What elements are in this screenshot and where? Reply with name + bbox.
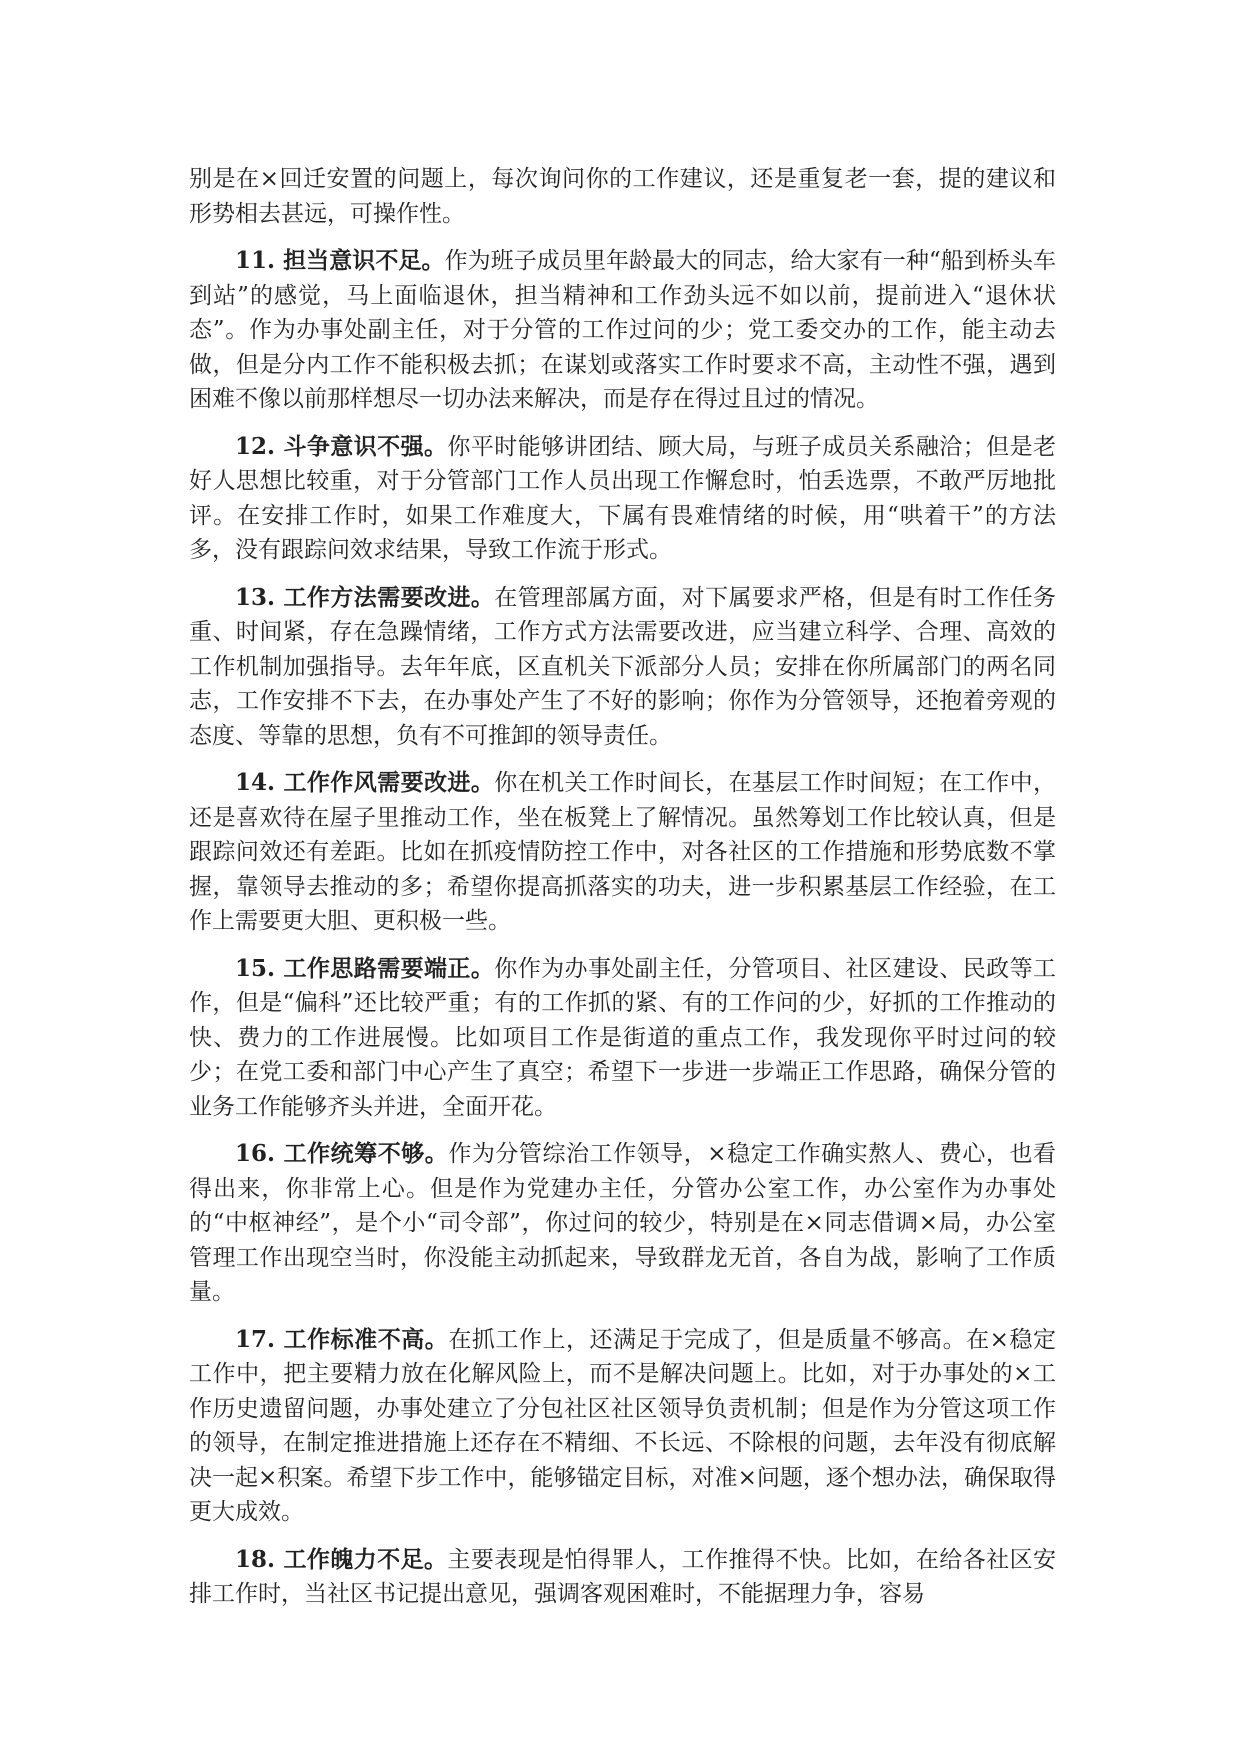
item-number: 15.	[235, 954, 284, 982]
paragraph-body: 你在机关工作时间长，在基层工作时间短；在工作中，还是喜欢待在屋子里推动工作，坐在板凳上了解情况。虽然筹划工作比较认真，但是跟踪问效还有差距。比如在抓疫情防控工作中，对各社区的工作措施和形势底数不掌握，靠领导去推动的多；希望你提高抓落实的功夫，进一步积累基层工作经验，在工作上需要更大胆、更积极一些。	[189, 770, 1057, 934]
paragraph-item-12	[189, 430, 1056, 568]
paragraph-body: 作为分管综治工作领导，×稳定工作确实熬人、费心，也看得出来，你非常上心。但是作为党建办主任，分管办公室工作，办公室作为办事处的“中枢神经”，是个小“司令部”，你过问的较少，特别是在×同志借调×局，办公室管理工作出现空当时，你没能主动抓起来，导致群龙无首，各自为战，影响了工作质量。	[189, 1141, 1056, 1305]
paragraph-item-15	[189, 952, 1056, 1125]
paragraph-body: 你平时能够讲团结、顾大局，与班子成员关系融洽；但是老好人思想比较重，对于分管部门工作人员出现工作懈怠时，怕丢选票，不敢严厉地批评。在安排工作时，如果工作难度大，下属有畏难情绪的时候，用“哄着干”的方法多，没有跟踪问效求结果，导致工作流于形式。	[189, 433, 1057, 563]
item-heading: 斗争意识不强。	[283, 432, 448, 460]
item-heading: 工作标准不高。	[283, 1325, 449, 1353]
paragraph-continued	[189, 162, 1056, 231]
paragraph-body: 你作为办事处副主任，分管项目、社区建设、民政等工作，但是“偏科”还比较严重；有的工作抓的紧、有的工作问的少，好抓的工作推动的快、费力的工作进展慢。比如项目工作是街道的重点工作，我发现你平时过问的较少；在党工委和部门中心产生了真空；希望下一步进一步端正工作思路，确保分管的业务工作能够齐头并进，全面开花。	[189, 955, 1057, 1120]
item-number: 12.	[235, 432, 284, 460]
paragraph-item-13	[189, 581, 1056, 754]
paragraph-body: 主要表现是怕得罪人，工作推得不快。比如，在给各社区安排工作时，当社区书记提出意见，强调客观困难时，不能据理力争，容易	[189, 1546, 1057, 1607]
item-number: 11.	[235, 247, 284, 274]
item-heading: 工作统筹不够。	[283, 1140, 449, 1167]
item-number: 13.	[235, 583, 284, 611]
document-page	[189, 162, 1056, 1625]
paragraph-item-16	[189, 1137, 1056, 1310]
paragraph-body: 作为班子成员里年龄最大的同志，给大家有一种“船到桥头车到站”的感觉，马上面临退休，担当精神和工作劲头远不如以前，提前进入“退休状态”。作为办事处副主任，对于分管的工作过问的少；党工委交办的工作，能主动去做，但是分内工作不能积极去抓；在谋划或落实工作时要求不高，主动性不强，遇到困难不像以前那样想尽一切办法来解决，而是存在得过且过的情况。	[189, 248, 1057, 412]
item-number: 16.	[235, 1140, 284, 1167]
item-number: 17.	[235, 1325, 284, 1353]
item-heading: 担当意识不足。	[283, 247, 445, 274]
item-heading: 工作方法需要改进。	[283, 583, 495, 611]
item-heading: 工作魄力不足。	[283, 1545, 448, 1573]
paragraph-item-17	[189, 1323, 1056, 1530]
paragraph-body: 在管理部属方面，对下属要求严格，但是有时工作任务重、时间紧，存在急躁情绪，工作方式方法需要改进，应当建立科学、合理、高效的工作机制加强指导。去年年底，区直机关下派部分人员；安排在你所属部门的两名同志，工作安排不下去，在办事处产生了不好的影响；你作为分管领导，还抱着旁观的态度、等靠的思想，负有不可推卸的领导责任。	[189, 584, 1057, 749]
paragraph-body: 别是在×回迁安置的问题上，每次询问你的工作建议，还是重复老一套，提的建议和形势相去甚远，可操作性。	[189, 166, 1056, 227]
item-heading: 工作思路需要端正。	[283, 954, 495, 982]
paragraph-item-14	[189, 766, 1056, 939]
item-number: 14.	[235, 769, 284, 796]
paragraph-item-18	[189, 1543, 1056, 1612]
paragraph-item-11	[189, 244, 1056, 417]
item-number: 18.	[235, 1545, 284, 1573]
paragraph-body: 在抓工作上，还满足于完成了，但是质量不够高。在×稳定工作中，把主要精力放在化解风险上，而不是解决问题上。比如，对于办事处的×工作历史遗留问题，办事处建立了分包社区社区领导负责机制；但是作为分管这项工作的领导，在制定推进措施上还存在不精细、不长远、不除根的问题，去年没有彻底解决一起×积案。希望下步工作中，能够锚定目标，对准×问题，逐个想办法，确保取得更大成效。	[189, 1326, 1056, 1525]
item-heading: 工作作风需要改进。	[283, 769, 495, 796]
